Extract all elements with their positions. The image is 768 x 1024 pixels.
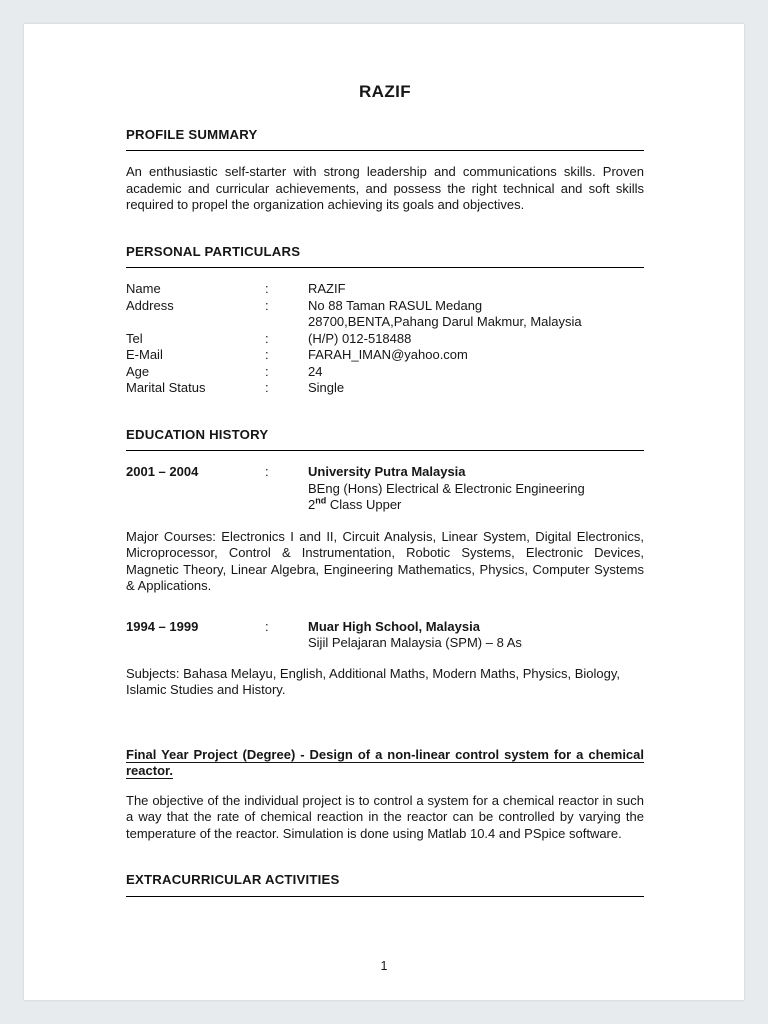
section-heading-education-history: EDUCATION HISTORY (126, 427, 644, 452)
field-label: E-Mail (126, 347, 163, 362)
separator: : (265, 380, 269, 395)
field-value (308, 298, 644, 331)
separator: : (265, 281, 269, 296)
field-value: RAZIF (308, 281, 346, 296)
separator: : (265, 464, 269, 479)
table-row-name (126, 281, 644, 298)
education-entry-details (308, 619, 644, 652)
page-number: 1 (380, 958, 388, 973)
section-heading-profile-summary: PROFILE SUMMARY (126, 127, 644, 152)
field-label: Age (126, 363, 150, 379)
table-row-address (126, 298, 644, 331)
degree-line: BEng (Hons) Electrical & Electronic Engineering (308, 480, 585, 496)
section-heading-personal-particulars: PERSONAL PARTICULARS (126, 244, 644, 269)
separator: : (265, 618, 269, 634)
field-value: Single (308, 380, 345, 395)
field-label: Address (126, 297, 174, 313)
field-label: Name (126, 281, 161, 296)
address-line-1: No 88 Taman RASUL Medang (308, 297, 483, 313)
separator: : (265, 347, 269, 362)
class-rest: Class Upper (326, 497, 402, 512)
institution-name: University Putra Malaysia (308, 464, 466, 479)
education-period: 1994 – 1999 (126, 618, 199, 634)
field-label: Tel (126, 330, 143, 346)
separator: : (265, 330, 269, 346)
education-period: 2001 – 2004 (126, 464, 199, 479)
education-entry-high-school (126, 619, 644, 652)
subjects-text: Subjects: Bahasa Melayu, English, Additional Maths, Modern Maths, Physics, Biology, Islamic Studies and History. (126, 665, 621, 697)
separator: : (265, 363, 269, 379)
field-value: (H/P) 012-518488 (308, 330, 412, 346)
page-title: RAZIF (358, 82, 412, 101)
table-row-email (126, 347, 644, 364)
profile-summary-text: An enthusiastic self-starter with strong leadership and communications skills. Proven academic and curricular achievements, and possess the right technical and soft skills required to propel the organization achieving its goals and objectives. (126, 164, 644, 212)
final-year-project-text: The objective of the individual project is to control a system for a chemical reactor in such a way that the rate of chemical reaction in the reactor can be controlled by varying the temperature of the reactor. Simulation is done using Matlab 10.4 and PSpice software. (126, 792, 644, 841)
section-heading-extracurricular-activities: EXTRACURRICULAR ACTIVITIES (126, 872, 644, 897)
education-entry-details (308, 464, 644, 514)
institution-name: Muar High School, Malaysia (308, 618, 480, 634)
field-value: FARAH_IMAN@yahoo.com (308, 347, 468, 362)
certificate-line: Sijil Pelajaran Malaysia (SPM) – 8 As (308, 635, 522, 650)
degree-class-line (308, 497, 644, 514)
field-value: 24 (308, 363, 323, 379)
address-line-2: 28700,BENTA,Pahang Darul Makmur, Malaysia (308, 314, 582, 329)
field-label: Marital Status (126, 380, 206, 395)
class-prefix: 2 (308, 497, 316, 512)
major-courses-text: Major Courses: Electronics I and II, Circuit Analysis, Linear System, Digital Electronics, Microprocessor, Control & Instrumentation, Robotic Systems, Electronic Devices, Magnetic Theory, Linear Algebra, Engineering Mathematics, Physics, Computer Systems & Applications. (126, 528, 644, 593)
final-year-project-heading: Final Year Project (Degree) - Design of a non-linear control system for a chemical reactor. (126, 746, 644, 778)
personal-particulars-table (126, 281, 644, 397)
education-entry-university (126, 464, 644, 514)
table-row-age (126, 364, 644, 381)
class-ordinal-suffix: nd (315, 495, 327, 506)
table-row-tel (126, 331, 644, 348)
resume-page (24, 24, 744, 1000)
separator: : (265, 297, 269, 313)
table-row-marital-status (126, 380, 644, 397)
